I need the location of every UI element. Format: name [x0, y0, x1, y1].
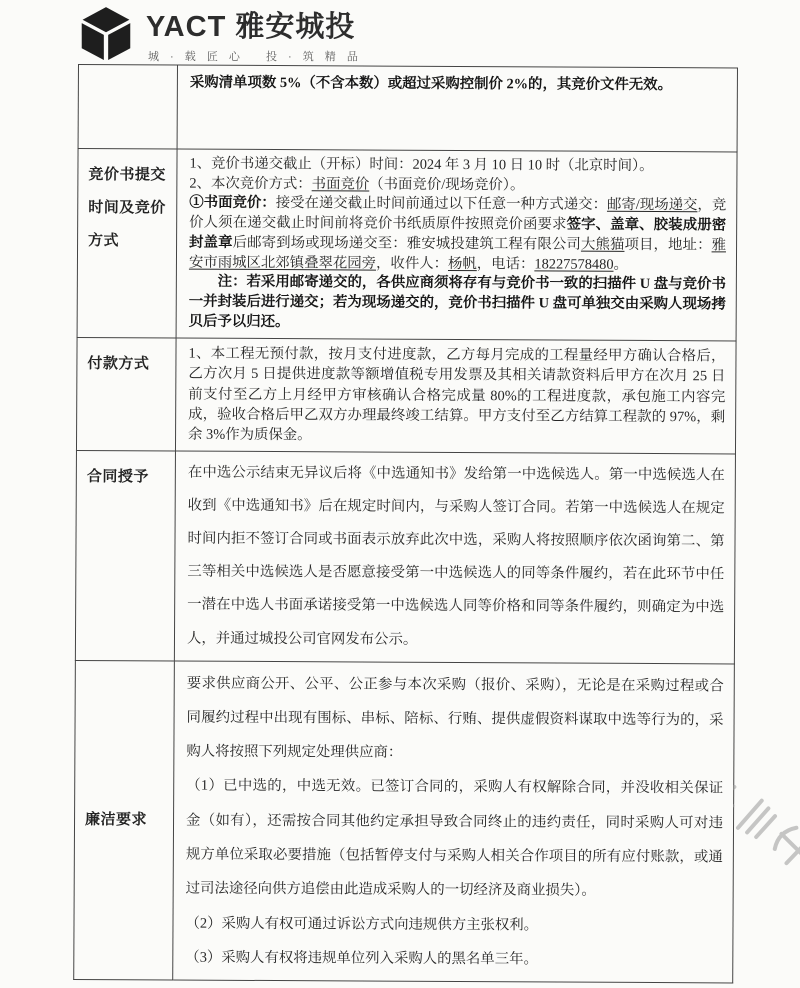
row-header-contract-award: 合同授予	[75, 450, 175, 660]
table-row-bid-submission-time-method	[77, 149, 737, 341]
paragraph: 1、竞价书递交截止（开标）时间：2024 年 3 月 10 日 10 时（北京时间）。	[189, 155, 654, 175]
table-row-contract-award	[75, 450, 735, 663]
row-content-bid-invalid-continuation	[177, 65, 737, 152]
table-row-integrity-requirements	[74, 660, 735, 983]
paragraph: 1、本工程无预付款，按月支付进度款，乙方每月完成的工程量经甲方确认合格后，乙方次月 5 日提供进度款等额增值税专用发票及其相关请款资料后甲方在次月 25 日前支付至乙方上月经甲方审核确认合格完成量 80%的工程进度款，承包施工内容完成，验收合格后甲乙双方办理最终竣工结算。甲方支付至乙方结算工程款的 97%，剩余 3%作为质保金。	[188, 345, 726, 444]
paragraph: 要求供应商公开、公平、公正参与本次采购（报价、采购），无论是在采购过程或合同履约过程中出现有围标、串标、陪标、行贿、提供虚假资料谋取中选等行为的，采购人将按照下列规定处理供应商：	[186, 675, 724, 761]
document-table	[73, 64, 738, 984]
paragraph: 在中选公示结束无异议后将《中选通知书》发给第一中选候选人。第一中选候选人在收到《中选通知书》后在规定时间内，与采购人签订合同。若第一中选候选人在规定时间内拒不签订合同或书面表示放弃此次中选，采购人将按照顺序依次函询第二、第三等相关中选候选人是否愿意接受第一中选候选人的同等条件履约，若在此环节中任一潜在中选人书面承诺接受第一中选候选人同等价格和同等条件履约，则确定为中选人，并通过城投公司官网发布公示。	[186, 464, 725, 648]
row-content-integrity-requirements	[173, 661, 735, 983]
row-content-contract-award	[174, 451, 735, 664]
row-header-payment-method: 付款方式	[76, 337, 176, 451]
document-table-wrap	[73, 64, 738, 984]
document-table-body	[74, 65, 738, 984]
paragraph: 2、本次竞价方式：书面竞价（书面竞价/现场竞价）。	[189, 175, 525, 194]
paragraph: 注：若采用邮寄递交的，各供应商须将存有与竞价书一致的扫描件 U 盘与竞价书一并封装后进行递交；若为现场递交的，竞价书扫描件 U 盘可单独交由采购人现场拷贝后予以归还。	[188, 274, 726, 330]
brand-name: YACT 雅安城投	[146, 11, 356, 43]
cube-logo-icon	[80, 6, 132, 62]
row-content-payment-method	[175, 338, 736, 454]
row-content-bid-submission-time-method	[176, 149, 737, 341]
paragraph: ①书面竞价：接受在递交截止时间前通过以下任意一种方式递交：邮寄/现场递交，竞价人须在递交截止时间前将竞价书纸质原件按照竞价函要求签字、盖章、胶装成册密封盖章后邮寄到场或现场递交至：雅安城投建筑工程有限公司大熊猫项目，地址：雅安市雨城区北郊镇叠翠花园旁，收件人：杨帆，电话：18227578480。	[188, 195, 727, 273]
paragraph: （2）采购人有权可通过诉讼方式向违规供方主张权利。	[185, 915, 539, 934]
row-header-integrity-requirements: 廉洁要求	[74, 660, 175, 980]
paragraph: （3）采购人有权将违规单位列入采购人的黑名单三年。	[185, 949, 538, 968]
table-row-payment-method	[76, 337, 736, 454]
row-header-bid-submission-time-method: 竞价书提交时间及竞价方式	[77, 149, 177, 338]
table-row-bid-invalid-continuation	[78, 65, 737, 152]
company-logo	[80, 5, 362, 64]
handwritten-note-icon	[733, 742, 800, 892]
paragraph: （1）已中选的，中选无效。已签订合同的，采购人有权解除合同，并没收相关保证金（如有），还需按合同其他约定承担导致合同终止的违约责任，同时采购人可对违规方单位采取必要措施（包括暂停支付与采购人相关合作项目的所有应付账款，或通过司法途径向供方追偿由此造成采购人的一切经济及商业损失）。	[185, 778, 724, 900]
brand-text-block	[146, 5, 362, 64]
paragraph: 采购清单项数 5%（不含本数）或超过采购控制价 2%的，其竞价文件无效。	[189, 74, 673, 94]
row-header-bid-invalid-continuation	[78, 65, 177, 150]
brand-tagline: 城 · 载 匠 心 投 · 筑 精 品	[148, 51, 362, 64]
